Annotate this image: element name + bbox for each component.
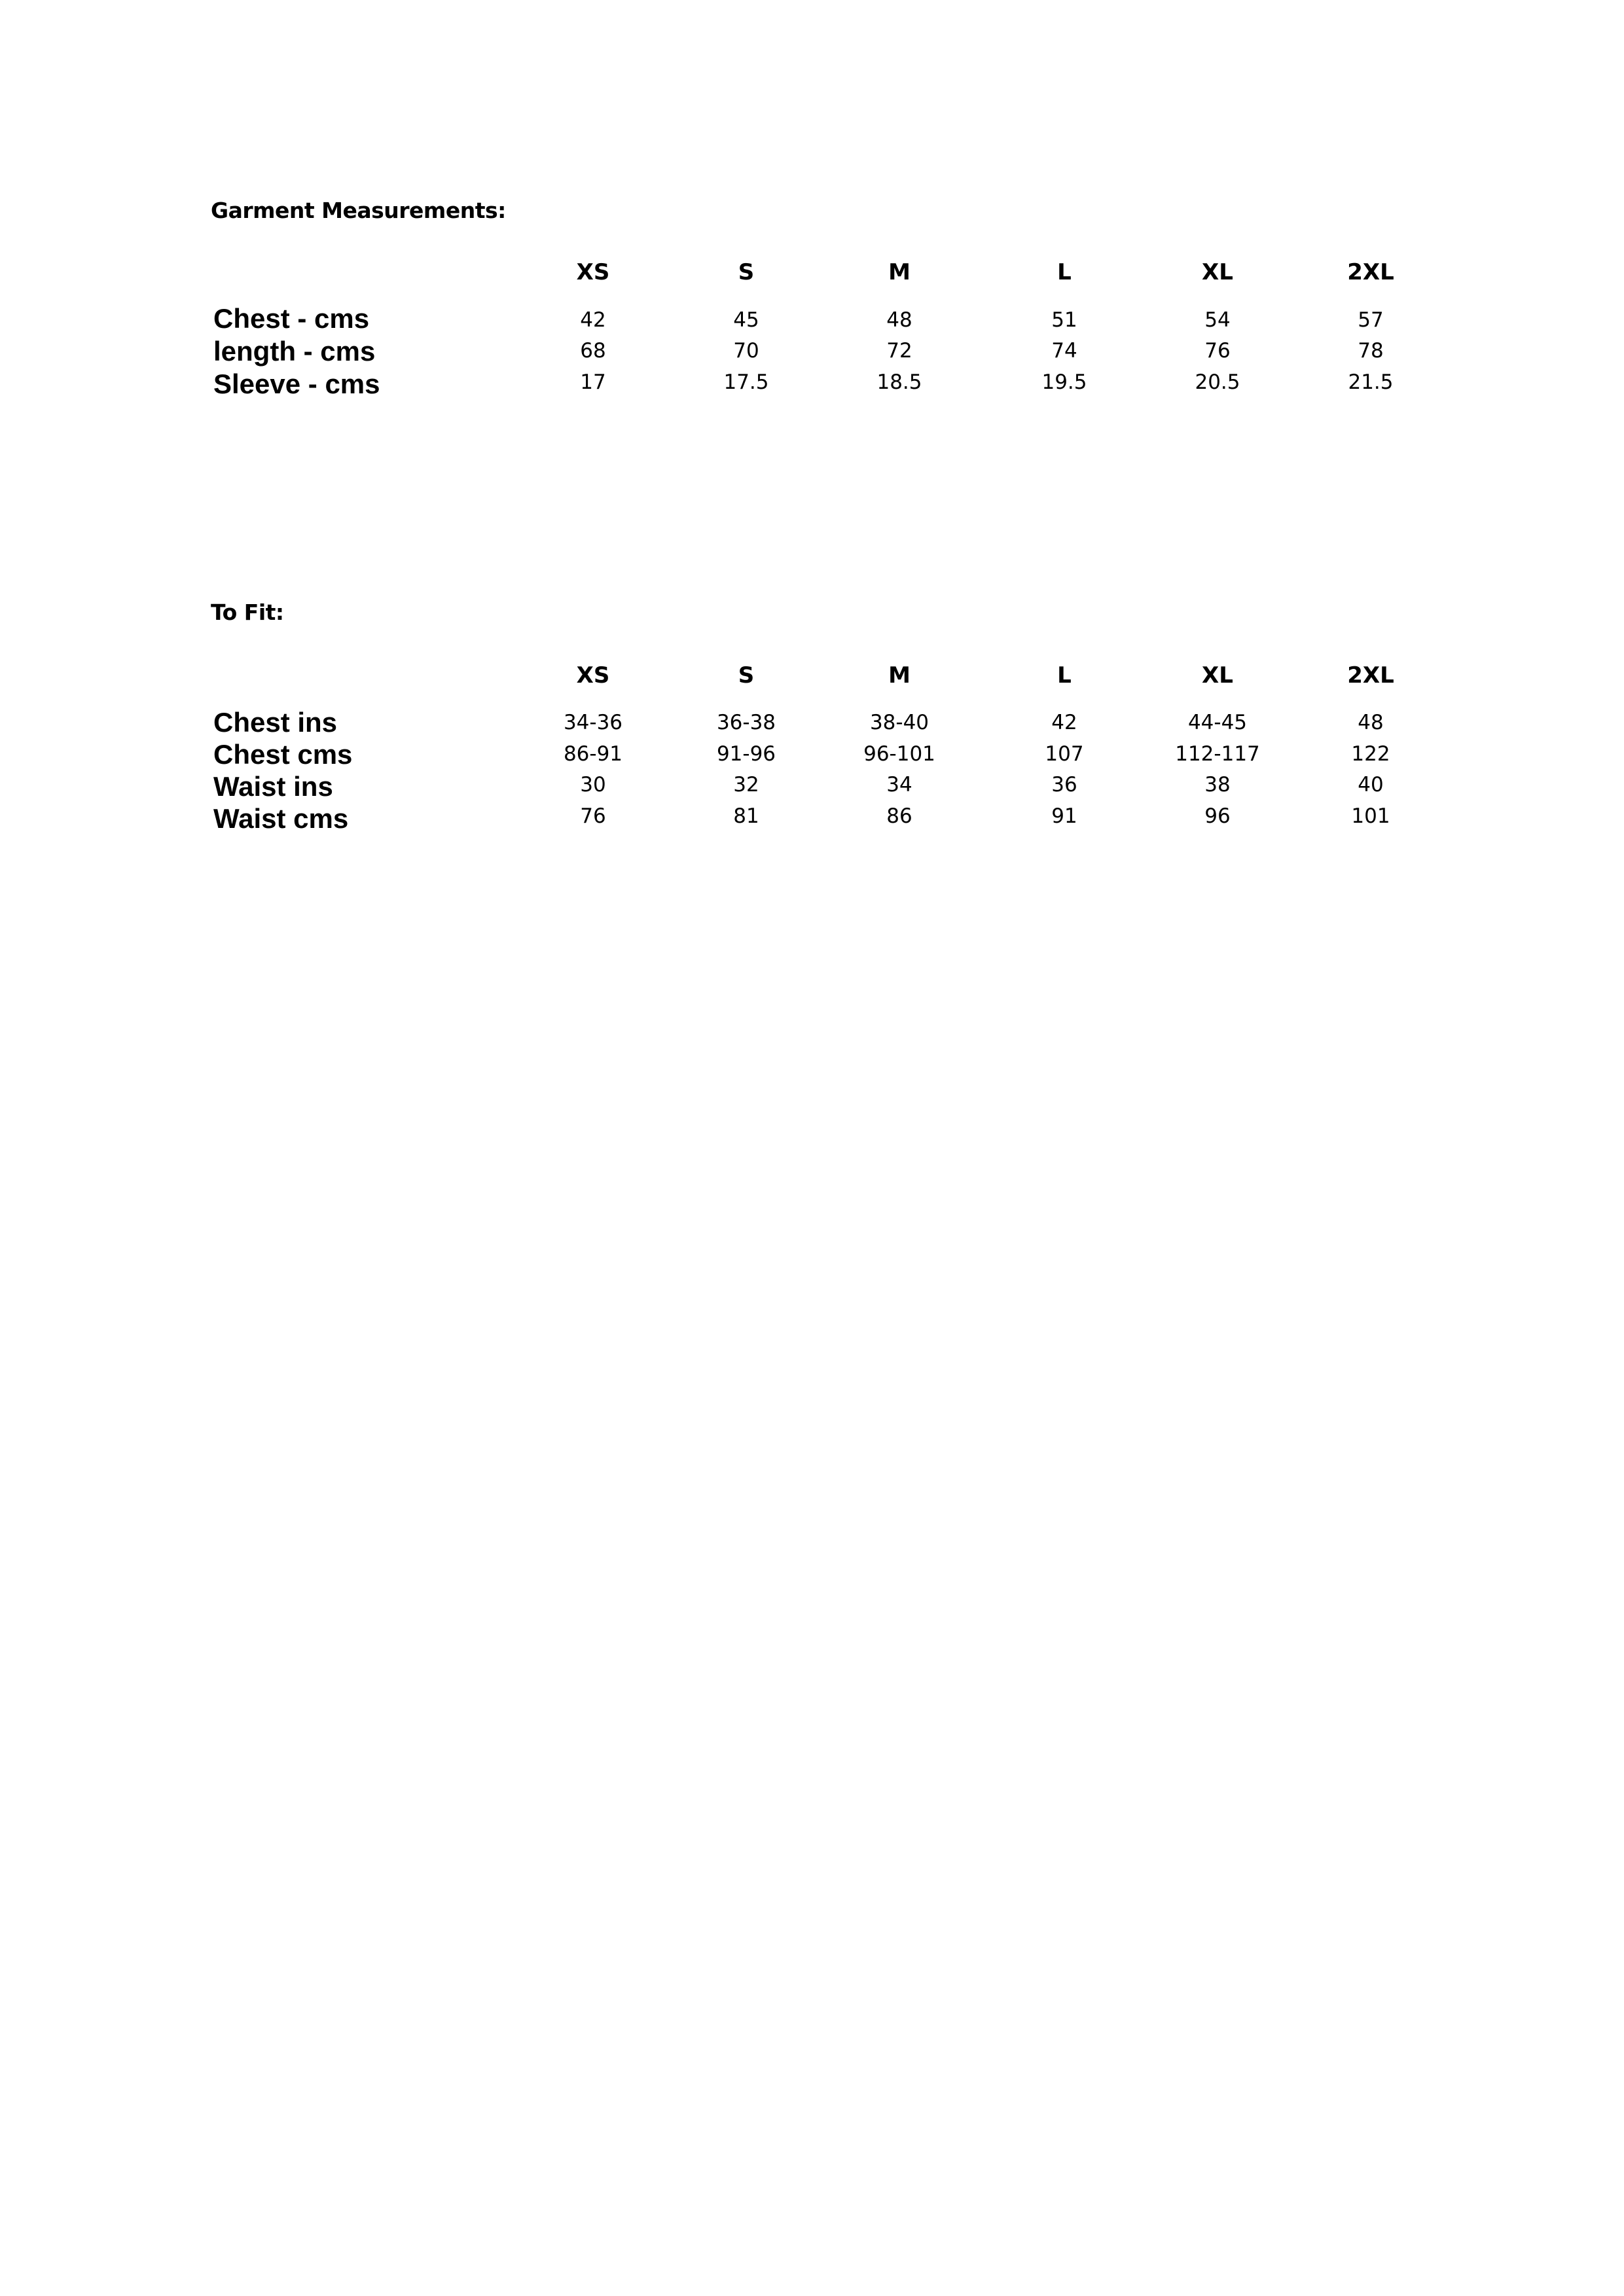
measurement-cell: 48 (1358, 711, 1384, 734)
measurement-cell: 70 (733, 339, 759, 363)
measurement-cell: 20.5 (1195, 370, 1240, 394)
measurement-cell: 74 (1051, 339, 1077, 363)
measurement-cell: 34-36 (563, 711, 623, 734)
measurement-cell: 36 (1051, 773, 1077, 797)
measurement-cell: 34 (886, 773, 912, 797)
garment-size-header: XL (1202, 259, 1233, 285)
garment-measurements-heading: Garment Measurements: (211, 198, 506, 223)
fit-size-header: XL (1202, 662, 1233, 689)
measurement-cell: 96 (1204, 804, 1231, 828)
row-label: length - cms (213, 336, 376, 367)
measurement-cell: 17 (580, 370, 606, 394)
measurement-cell: 21.5 (1348, 370, 1394, 394)
fit-size-header: 2XL (1347, 662, 1394, 689)
fit-size-header: M (888, 662, 911, 689)
measurement-cell: 40 (1358, 773, 1384, 797)
measurement-cell: 101 (1351, 804, 1390, 828)
measurement-cell: 42 (580, 308, 606, 332)
measurement-cell: 30 (580, 773, 606, 797)
measurement-cell: 91 (1051, 804, 1077, 828)
measurement-cell: 122 (1351, 742, 1390, 766)
garment-size-header: 2XL (1347, 259, 1394, 285)
row-label: Chest ins (213, 707, 338, 738)
measurement-cell: 38 (1204, 773, 1231, 797)
measurement-cell: 32 (733, 773, 759, 797)
measurement-cell: 54 (1204, 308, 1231, 332)
garment-size-header: M (888, 259, 911, 285)
measurement-cell: 51 (1051, 308, 1077, 332)
row-label: Waist cms (213, 803, 349, 834)
measurement-cell: 17.5 (723, 370, 769, 394)
measurement-cell: 57 (1358, 308, 1384, 332)
measurement-cell: 38-40 (869, 711, 929, 734)
measurement-cell: 45 (733, 308, 759, 332)
row-label: Chest - cms (213, 303, 370, 334)
measurement-cell: 86-91 (563, 742, 623, 766)
measurement-cell: 107 (1045, 742, 1084, 766)
measurement-cell: 42 (1051, 711, 1077, 734)
measurement-cell: 72 (886, 339, 912, 363)
measurement-cell: 44-45 (1187, 711, 1248, 734)
measurement-cell: 48 (886, 308, 912, 332)
measurement-cell: 81 (733, 804, 759, 828)
measurement-cell: 86 (886, 804, 912, 828)
fit-size-header: XS (576, 662, 610, 689)
row-label: Chest cms (213, 739, 353, 770)
measurement-cell: 76 (1204, 339, 1231, 363)
measurement-cell: 68 (580, 339, 606, 363)
measurement-cell: 36-38 (716, 711, 776, 734)
to-fit-heading: To Fit: (211, 600, 284, 625)
garment-size-header: S (738, 259, 755, 285)
row-label: Waist ins (213, 771, 333, 802)
measurement-cell: 112-117 (1175, 742, 1260, 766)
measurement-cell: 19.5 (1041, 370, 1087, 394)
measurement-cell: 76 (580, 804, 606, 828)
measurement-cell: 91-96 (716, 742, 776, 766)
measurement-cell: 18.5 (876, 370, 922, 394)
fit-size-header: L (1057, 662, 1072, 689)
garment-size-header: XS (576, 259, 610, 285)
measurement-cell: 78 (1358, 339, 1384, 363)
garment-size-header: L (1057, 259, 1072, 285)
row-label: Sleeve - cms (213, 368, 380, 399)
fit-size-header: S (738, 662, 755, 689)
measurement-cell: 96-101 (863, 742, 935, 766)
